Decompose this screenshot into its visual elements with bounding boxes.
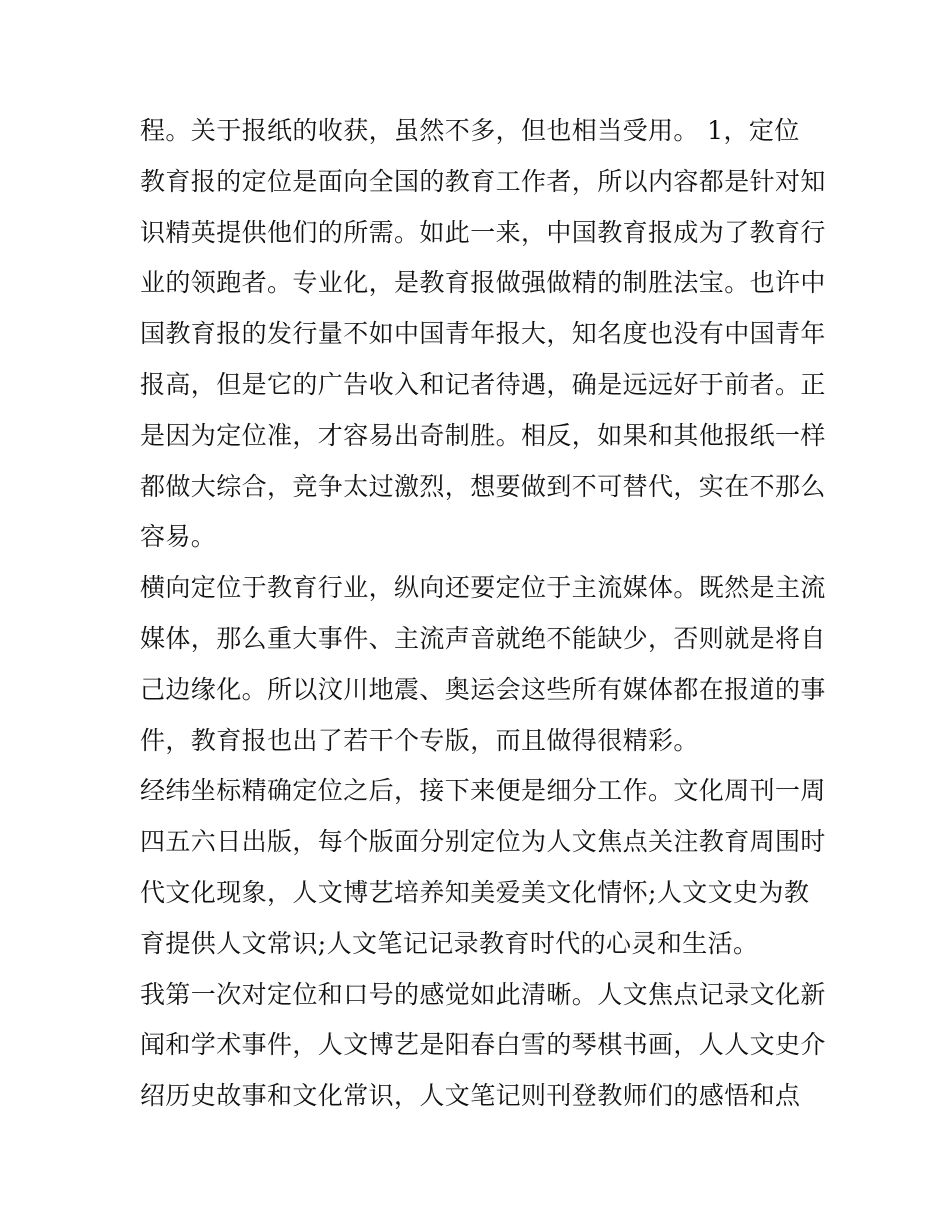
body-text: [140, 106, 826, 1122]
text-line: 育提供人文常识;人文笔记记录教育时代的心灵和生活。: [140, 928, 759, 958]
text-line: 代文化现象，人文博艺培养知美爱美文化情怀;人文文史为教: [140, 877, 810, 907]
text-line: 己边缘化。所以汶川地震、奥运会这些所有媒体都在报道的事: [140, 674, 826, 704]
text-line: 容易。: [140, 522, 217, 552]
text-line: 绍历史故事和文化常识，人文笔记则刊登教师们的感悟和点: [140, 1081, 801, 1111]
text-line: 业的领跑者。专业化，是教育报做强做精的制胜法宝。也许中: [140, 268, 826, 298]
text-line: 国教育报的发行量不如中国青年报大，知名度也没有中国青年: [140, 319, 826, 349]
text-line: 横向定位于教育行业，纵向还要定位于主流媒体。既然是主流: [140, 573, 826, 603]
text-line: 四五六日出版，每个版面分别定位为人文焦点关注教育周围时: [140, 827, 826, 857]
text-line: 教育报的定位是面向全国的教育工作者，所以内容都是针对知: [140, 166, 826, 196]
text-line: 都做大综合，竞争太过激烈，想要做到不可替代，实在不那么: [140, 471, 826, 501]
text-line: 是因为定位准，才容易出奇制胜。相反，如果和其他报纸一样: [140, 420, 826, 450]
text-line: 经纬坐标精确定位之后，接下来便是细分工作。文化周刊一周: [140, 776, 826, 806]
text-line: 报高，但是它的广告收入和记者待遇，确是远远好于前者。正: [140, 369, 826, 399]
text-line: 媒体，那么重大事件、主流声音就绝不能缺少，否则就是将自: [140, 623, 826, 653]
text-line: 闻和学术事件，人文博艺是阳春白雪的琴棋书画，人人文史介: [140, 1030, 826, 1060]
text-line: 我第一次对定位和口号的感觉如此清晰。人文焦点记录文化新: [140, 979, 826, 1009]
text-line: 件，教育报也出了若干个专版，而且做得很精彩。: [140, 725, 699, 755]
text-line: 程。关于报纸的收获，虽然不多，但也相当受用。 1，定位: [140, 116, 800, 145]
text-line: 识精英提供他们的所需。如此一来，中国教育报成为了教育行: [140, 217, 826, 247]
